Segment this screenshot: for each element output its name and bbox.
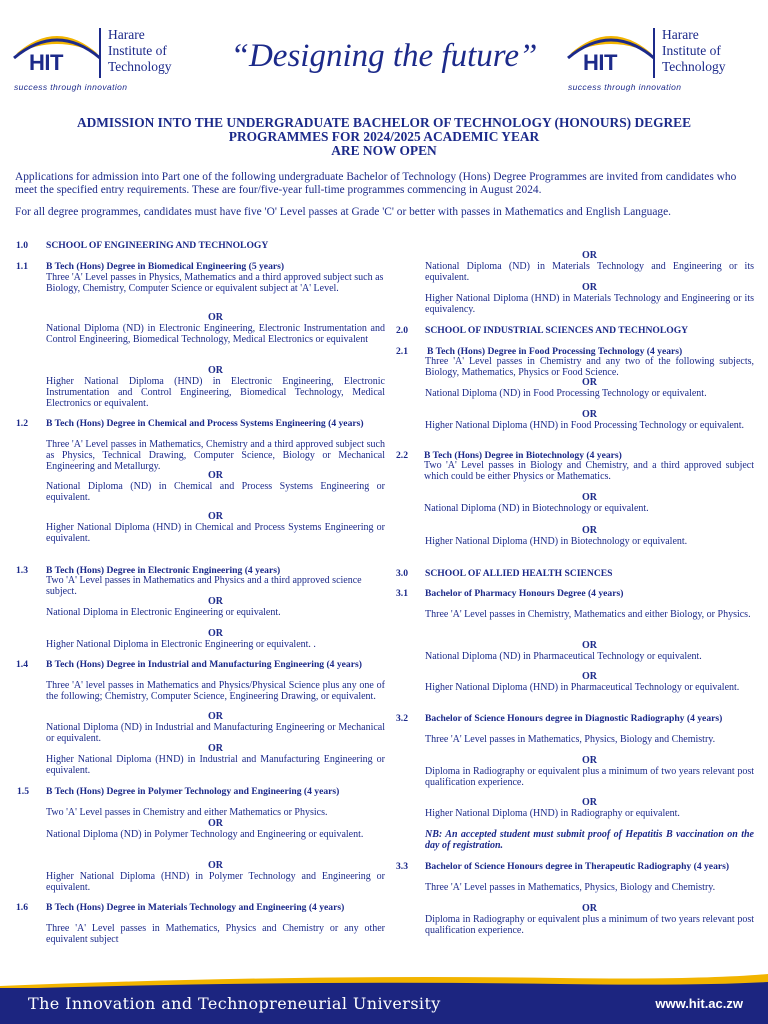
programme-number: 3.3 — [396, 861, 408, 872]
requirement-text: Two 'A' Level passes in Chemistry and either Mathematics or Physics. — [46, 807, 328, 818]
or-label: OR — [582, 377, 597, 388]
alternative-text: National Diploma (ND) in Food Processing Technology or equivalent. — [425, 388, 707, 399]
hit-logo-left — [12, 24, 202, 94]
alternative-text: Higher National Diploma (HND) in Materials Technology and Engineering or its equivalency. — [425, 293, 754, 315]
hit-logo-right — [566, 24, 756, 94]
or-label: OR — [208, 860, 223, 871]
school-number: 2.0 — [396, 325, 408, 336]
or-label: OR — [208, 596, 223, 607]
school-number: 3.0 — [396, 568, 408, 579]
requirement-text: Three 'A' Level passes in Chemistry, Mathematics and either Biology, or Physics. — [425, 609, 751, 620]
page-header — [0, 0, 768, 100]
alternative-text: Higher National Diploma (HND) in Chemical and Process Systems Engineering or equivalent. — [46, 522, 385, 544]
requirement-text: Three 'A' Level passes in Physics, Mathematics and a third approved subject such as Biology, Chemistry, Computer Science or equivalent subject at 'A' Level. — [46, 272, 384, 294]
or-label: OR — [208, 312, 223, 323]
programme-number: 3.2 — [396, 713, 408, 724]
programme-number: 1.3 — [16, 565, 28, 576]
programme-number: 1.4 — [16, 659, 28, 670]
programme-number: 1.5 — [17, 786, 29, 797]
page-footer — [0, 988, 768, 1024]
alternative-text: National Diploma (ND) in Materials Technology and Engineering or its equivalent. — [425, 261, 754, 283]
or-label: OR — [208, 711, 223, 722]
or-label: OR — [208, 818, 223, 829]
programme-title: Bachelor of Pharmacy Honours Degree (4 years) — [425, 588, 624, 599]
or-label: OR — [208, 743, 223, 754]
alternative-text: National Diploma in Electronic Engineering or equivalent. — [46, 607, 281, 618]
or-label: OR — [582, 671, 597, 682]
requirement-text: Three 'A' level passes in Mathematics and Physics/Physical Science plus any one of the following; Chemistry, Computer Science, Engineering Drawing, or equivalent. — [46, 680, 385, 702]
programme-title: B Tech (Hons) Degree in Industrial and Manufacturing Engineering (4 years) — [46, 659, 362, 670]
entry-requirement-paragraph: For all degree programmes, candidates must have five 'O' Level passes at Grade 'C' or better with passes in Mathematics and English Language. — [15, 206, 672, 218]
or-label: OR — [582, 525, 597, 536]
logo-tagline: success through innovation — [568, 82, 682, 92]
requirement-text: Three 'A' Level passes in Mathematics, Chemistry and a third approved subject such as Physics, Technical Drawing, Computer Science, Biology or Mechanical Engineering and Metallurgy. — [46, 439, 385, 472]
or-label: OR — [582, 640, 597, 651]
programme-number: 1.2 — [16, 418, 28, 429]
institution-name: Harare Institute of Technology — [662, 27, 726, 74]
alternative-text: Higher National Diploma (HND) in Pharmaceutical Technology or equivalent. — [425, 682, 740, 693]
title-line-2: PROGRAMMES FOR 2024/2025 ACADEMIC YEAR — [228, 129, 540, 144]
programme-number: 1.6 — [16, 902, 28, 913]
logo-divider — [99, 28, 101, 78]
alternative-text: Higher National Diploma (HND) in Electronic Engineering, Electronic Instrumentation and Control Engineering, Biomedical Technology, Medical Electronics or equivalent. — [46, 376, 385, 409]
logo-tagline: success through innovation — [14, 82, 128, 92]
requirement-text: Two 'A' Level passes in Biology and Chemistry, and a third approved subject which could be either Physics or Mathematics. — [424, 460, 754, 482]
alternative-text: Diploma in Radiography or equivalent plus a minimum of two years relevant post qualification experience. — [425, 766, 754, 788]
school-number: 1.0 — [16, 240, 28, 251]
alternative-text: National Diploma (ND) in Chemical and Process Systems Engineering or equivalent. — [46, 481, 385, 503]
programme-number: 3.1 — [396, 588, 408, 599]
or-label: OR — [208, 470, 223, 481]
requirement-text: Two 'A' Level passes in Mathematics and Physics and a third approved science subject. — [46, 575, 362, 597]
intro-paragraph: Applications for admission into Part one of the following undergraduate Bachelor of Technology (Hons) Degree Programmes are invited from candidates who meet the specified entry requirements. These are four/five-year full-time programmes commencing in August 2024. — [15, 171, 737, 196]
or-label: OR — [208, 365, 223, 376]
alternative-text: Higher National Diploma (HND) in Radiography or equivalent. — [425, 808, 680, 819]
alternative-text: Higher National Diploma (HND) in Biotechnology or equivalent. — [425, 536, 688, 547]
logo-hit-text: HIT — [29, 50, 63, 75]
programme-number: 1.1 — [16, 261, 28, 272]
programme-title: Bachelor of Science Honours degree in Diagnostic Radiography (4 years) — [425, 713, 723, 724]
or-label: OR — [208, 628, 223, 639]
or-label: OR — [582, 797, 597, 808]
requirement-text: Three 'A' Level passes in Chemistry and any two of the following subjects, Biology, Mathematics, Physics or Food Science. — [425, 356, 754, 378]
title-line-3: ARE NOW OPEN — [331, 143, 437, 158]
programme-number: 2.1 — [396, 346, 408, 357]
alternative-text: Higher National Diploma (HND) in Industrial and Manufacturing Engineering or equivalent. — [46, 754, 385, 776]
programme-title: B Tech (Hons) Degree in Food Processing Technology (4 years) — [427, 346, 683, 357]
alternative-text: National Diploma (ND) in Pharmaceutical Technology or equivalent. — [425, 651, 702, 662]
programme-title: B Tech (Hons) Degree in Electronic Engineering (4 years) — [46, 565, 281, 576]
programme-1-6-requirement: Three 'A' Level passes in Mathematics, Physics and Chemistry or any other equivalent subject — [46, 923, 385, 945]
alternative-text: National Diploma (ND) in Polymer Technology and Engineering or equivalent. — [46, 829, 364, 840]
logo-hit-text: HIT — [583, 50, 617, 75]
footer-motto: The Innovation and Technopreneurial University — [28, 994, 441, 1013]
hepatitis-note: NB: An accepted student must submit proof of Hepatitis B vaccination on the day of registration. — [425, 829, 754, 851]
or-label: OR — [582, 903, 597, 914]
title-line-1: ADMISSION INTO THE UNDERGRADUATE BACHELOR OF TECHNOLOGY (HONOURS) DEGREE — [76, 115, 692, 130]
footer-website-link[interactable]: www.hit.ac.zw — [655, 996, 743, 1011]
programme-title: B Tech (Hons) Degree in Chemical and Process Systems Engineering (4 years) — [46, 418, 364, 429]
programme-title: B Tech (Hons) Degree in Biotechnology (4 years) — [424, 450, 622, 461]
requirement-text: Three 'A' Level passes in Mathematics, Physics, Biology and Chemistry. — [425, 734, 716, 745]
logo-divider — [653, 28, 655, 78]
school-title: SCHOOL OF ALLIED HEALTH SCIENCES — [425, 568, 613, 579]
footer-wave — [0, 970, 768, 990]
requirement-text: Three 'A' Level passes in Mathematics, Physics, Biology and Chemistry. — [425, 882, 716, 893]
slogan: “Designing the future” — [230, 38, 538, 74]
school-title: SCHOOL OF ENGINEERING AND TECHNOLOGY — [46, 240, 269, 251]
programme-title: Bachelor of Science Honours degree in Therapeutic Radiography (4 years) — [425, 861, 730, 872]
or-label: OR — [582, 492, 597, 503]
or-label: OR — [582, 282, 597, 293]
programme-title: B Tech (Hons) Degree in Polymer Technology and Engineering (4 years) — [46, 786, 340, 797]
institution-name: Harare Institute of Technology — [108, 27, 172, 74]
alternative-text: National Diploma (ND) in Biotechnology or equivalent. — [424, 503, 649, 514]
programme-title: B Tech (Hons) Degree in Materials Technology and Engineering (4 years) — [46, 902, 345, 913]
alternative-text: Higher National Diploma (HND) in Food Processing Technology or equivalent. — [425, 420, 745, 431]
alternative-text: Higher National Diploma in Electronic Engineering or equivalent. . — [46, 639, 316, 650]
school-title: SCHOOL OF INDUSTRIAL SCIENCES AND TECHNOLOGY — [425, 325, 689, 336]
or-label: OR — [582, 250, 597, 261]
programme-title: B Tech (Hons) Degree in Biomedical Engineering (5 years) — [46, 261, 285, 272]
programme-number: 2.2 — [396, 450, 408, 461]
page-title — [20, 116, 748, 158]
or-label: OR — [582, 409, 597, 420]
alternative-text: Higher National Diploma (HND) in Polymer Technology and Engineering or equivalent. — [46, 871, 385, 893]
alternative-text: National Diploma (ND) in Electronic Engineering, Electronic Instrumentation and Control Engineering, Biomedical Technology, Medical Electronics or equivalent — [46, 323, 385, 345]
alternative-text: National Diploma (ND) in Industrial and Manufacturing Engineering or Mechanical or equivalent. — [46, 722, 385, 744]
alternative-text: Diploma in Radiography or equivalent plus a minimum of two years relevant post qualification experience. — [425, 914, 754, 936]
or-label: OR — [582, 755, 597, 766]
or-label: OR — [208, 511, 223, 522]
